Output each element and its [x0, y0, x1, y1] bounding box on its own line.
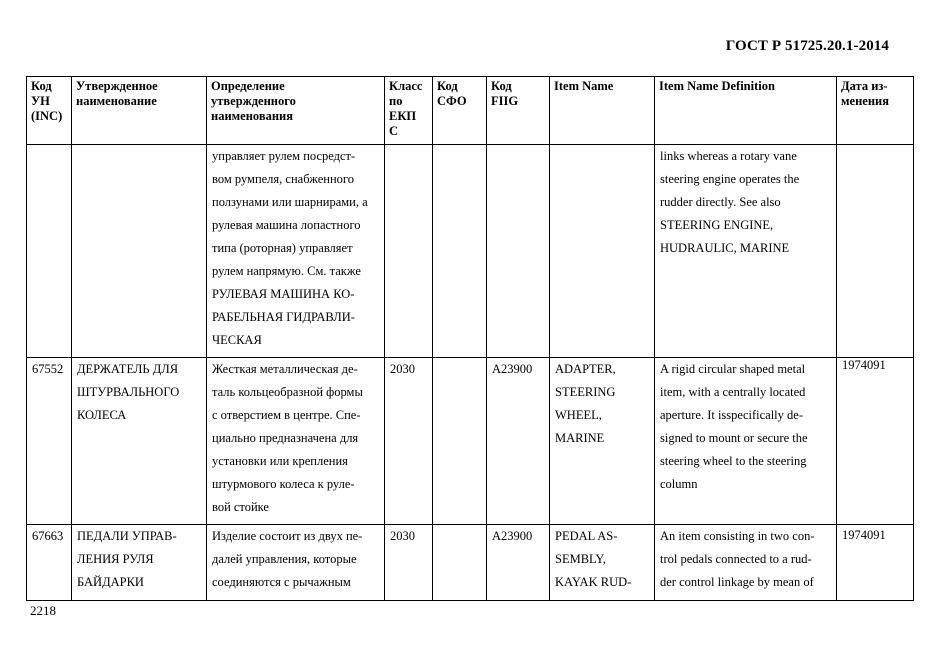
column-header-line: (INC): [31, 109, 63, 123]
cell-fiig: [487, 145, 550, 358]
cell-text-line: Изделие состоит из двух пе-: [212, 529, 363, 543]
cell-text-line: links whereas a rotary vane: [660, 149, 797, 163]
cell-inc: 67663: [27, 525, 72, 601]
cell-item-name: [550, 145, 655, 358]
column-header-line: наименование: [76, 94, 157, 108]
cell-sfo: [433, 525, 487, 601]
cell-definition: [207, 145, 385, 358]
cell-text-line: Жесткая металлическая де-: [212, 362, 358, 376]
nomenclature-table: [26, 76, 914, 601]
cell-text-line: STEERING ENGINE,: [660, 218, 774, 232]
cell-fiig: A23900: [487, 358, 550, 525]
cell-text-line: управляет рулем посредст-: [212, 149, 356, 163]
cell-approved-name: [72, 145, 207, 358]
column-header-line: С: [389, 124, 399, 138]
cell-text-line: рулем напрямую. См. также: [212, 264, 361, 278]
column-header-line: наименования: [211, 109, 294, 123]
cell-item-name-definition: [655, 358, 837, 525]
cell-text-line: вой стойке: [212, 500, 269, 514]
cell-text-line: STEERING: [555, 385, 616, 399]
cell-date: 1974091: [837, 525, 914, 601]
column-header-line: FIIG: [491, 94, 519, 108]
document-id: ГОСТ Р 51725.20.1-2014: [725, 38, 889, 54]
column-header-line: утвержденного: [211, 94, 296, 108]
column-header-fiig: [487, 77, 550, 145]
cell-text-line: типа (роторная) управляет: [212, 241, 353, 255]
cell-approved-name: [72, 358, 207, 525]
cell-sfo: [433, 145, 487, 358]
cell-date: 1974091: [837, 358, 914, 525]
cell-definition: [207, 358, 385, 525]
column-header-line: Утвержденное: [76, 79, 158, 93]
cell-text-line: таль кольцеобразной формы: [212, 385, 363, 399]
cell-text-line: An item consisting in two con-: [660, 529, 815, 543]
table-row: [27, 525, 914, 601]
cell-text-line: рулевая машина лопастного: [212, 218, 361, 232]
cell-text-line: steering engine operates the: [660, 172, 800, 186]
cell-inc: [27, 145, 72, 358]
cell-text-line: БАЙДАРКИ: [77, 575, 144, 589]
cell-fiig: A23900: [487, 525, 550, 601]
cell-text-line: вом румпеля, снабженного: [212, 172, 354, 186]
cell-text-line: ЧЕСКАЯ: [212, 333, 262, 347]
column-header-item-name: [550, 77, 655, 145]
cell-text-line: steering wheel to the steering: [660, 454, 807, 468]
cell-class: [385, 145, 433, 358]
column-header-line: ЕКП: [389, 109, 417, 123]
cell-text-line: ШТУРВАЛЬНОГО: [77, 385, 180, 399]
cell-text-line: signed to mount or secure the: [660, 431, 808, 445]
cell-item-name: [550, 525, 655, 601]
column-header-line: Определение: [211, 79, 285, 93]
cell-sfo: [433, 358, 487, 525]
cell-text-line: ДЕРЖАТЕЛЬ ДЛЯ: [77, 362, 179, 376]
column-header-line: по: [389, 94, 403, 108]
cell-text-line: HUDRAULIC, MARINE: [660, 241, 790, 255]
cell-text-line: РУЛЕВАЯ МАШИНА КО-: [212, 287, 355, 301]
column-header-class: [385, 77, 433, 145]
table-row: [27, 145, 914, 358]
cell-text-line: штурмового колеса к руле-: [212, 477, 355, 491]
cell-item-name-definition: [655, 145, 837, 358]
cell-text-line: с отверстием в центре. Спе-: [212, 408, 361, 422]
column-header-line: Item Name Definition: [659, 79, 775, 93]
cell-approved-name: [72, 525, 207, 601]
table-row: [27, 358, 914, 525]
cell-text-line: РАБЕЛЬНАЯ ГИДРАВЛИ-: [212, 310, 355, 324]
column-header-date: [837, 77, 914, 145]
cell-item-name: [550, 358, 655, 525]
column-header-line: Дата из-: [841, 79, 888, 93]
column-header-definition: [207, 77, 385, 145]
table-header-row: [27, 77, 914, 145]
cell-text-line: КОЛЕСА: [77, 408, 127, 422]
cell-text-line: SEMBLY,: [555, 552, 606, 566]
cell-text-line: WHEEL,: [555, 408, 602, 422]
cell-text-line: ADAPTER,: [555, 362, 616, 376]
cell-text-line: ЛЕНИЯ РУЛЯ: [77, 552, 154, 566]
cell-text-line: trol pedals connected to a rud-: [660, 552, 812, 566]
cell-text-line: aperture. It isspecifically de-: [660, 408, 803, 422]
cell-text-line: column: [660, 477, 698, 491]
column-header-line: СФО: [437, 94, 467, 108]
column-header-line: Код: [437, 79, 458, 93]
column-header-line: Класс: [389, 79, 423, 93]
column-header-line: Код: [491, 79, 512, 93]
column-header-item-name-definition: [655, 77, 837, 145]
cell-inc: 67552: [27, 358, 72, 525]
cell-date: [837, 145, 914, 358]
cell-text-line: A rigid circular shaped metal: [660, 362, 806, 376]
cell-text-line: соединяются с рычажным: [212, 575, 351, 589]
column-header-line: менения: [841, 94, 889, 108]
cell-class: 2030: [385, 358, 433, 525]
cell-class: 2030: [385, 525, 433, 601]
cell-text-line: ползунами или шарнирами, а: [212, 195, 368, 209]
column-header-line: Код: [31, 79, 52, 93]
cell-text-line: der control linkage by mean of: [660, 575, 814, 589]
cell-text-line: rudder directly. See also: [660, 195, 781, 209]
cell-text-line: KAYAK RUD-: [555, 575, 632, 589]
cell-definition: [207, 525, 385, 601]
column-header-inc: [27, 77, 72, 145]
cell-text-line: установки или крепления: [212, 454, 348, 468]
column-header-sfo: [433, 77, 487, 145]
cell-item-name-definition: [655, 525, 837, 601]
cell-text-line: ПЕДАЛИ УПРАВ-: [77, 529, 177, 543]
cell-text-line: циально предназначена для: [212, 431, 359, 445]
column-header-approved-name: [72, 77, 207, 145]
cell-text-line: item, with a centrally located: [660, 385, 806, 399]
page-number: 2218: [30, 603, 56, 618]
column-header-line: Item Name: [554, 79, 614, 93]
cell-text-line: далей управления, которые: [212, 552, 357, 566]
cell-text-line: PEDAL AS-: [555, 529, 618, 543]
cell-text-line: MARINE: [555, 431, 605, 445]
column-header-line: УН: [31, 94, 50, 108]
